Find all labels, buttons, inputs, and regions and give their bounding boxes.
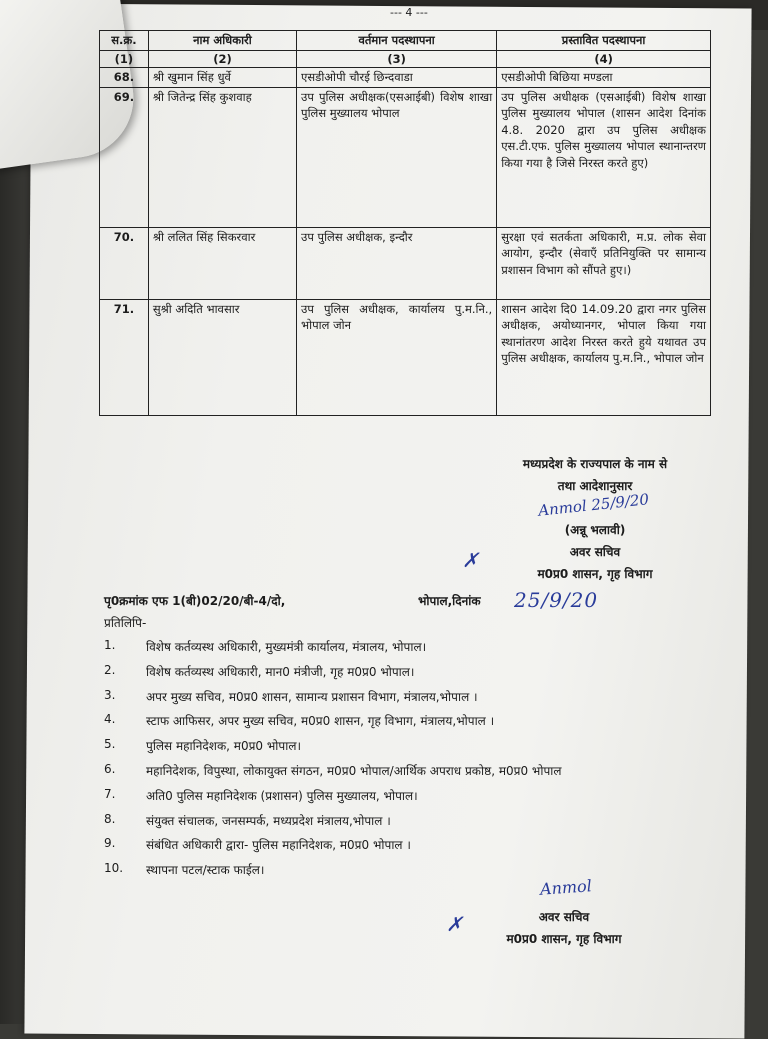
item-text: विशेष कर्तव्यस्थ अधिकारी, मुख्यमंत्री कार्यालय, मंत्रालय, भोपाल। (146, 640, 427, 654)
copy-to-heading: प्रतिलिपि- (104, 616, 147, 630)
item-number: 7. (104, 786, 116, 801)
signatory-department: म0प्र0 शासन, गृह विभाग (506, 932, 622, 946)
column-number: (2) (148, 50, 296, 68)
signature-block-2 (484, 906, 644, 950)
list-item (104, 688, 724, 713)
item-text: संयुक्त संचालक, जनसम्पर्क, मध्यप्रदेश मंत्रालय,भोपाल । (146, 813, 391, 828)
column-number: (4) (497, 50, 711, 68)
authority-line: मध्यप्रदेश के राज्यपाल के नाम से (522, 457, 668, 471)
initials-mark-2: ✗ (446, 912, 463, 936)
copy-to-list (104, 638, 724, 886)
posting-table (99, 30, 711, 416)
column-number-row (100, 50, 711, 68)
handwritten-date: 25/9/20 (514, 588, 599, 612)
item-number: 5. (104, 737, 116, 752)
serial-number: 71. (100, 299, 149, 415)
proposed-posting: एसडीओपी बिछिया मण्डला (497, 68, 711, 88)
header-serial: स.क्र. (100, 31, 149, 51)
item-text: स्थापना पटल/स्टाक फाईल। (146, 863, 265, 878)
list-item (104, 861, 724, 886)
handwritten-signature-2: Anmol (539, 876, 593, 899)
column-number: (1) (100, 50, 149, 68)
item-text: विशेष कर्तव्यस्थ अधिकारी, मान0 मंत्रीजी, गृह म0प्र0 भोपाल। (146, 664, 415, 679)
reference-place-date: भोपाल,दिनांक (418, 594, 481, 608)
item-text: अति0 पुलिस महानिदेशक (प्रशासन) पुलिस मुख्यालय, भोपाल। (146, 788, 418, 803)
list-item (104, 812, 724, 837)
proposed-posting: शासन आदेश दि0 14.09.20 द्वारा नगर पुलिस अधीक्षक, अयोध्यानगर, भोपाल किया गया स्थानांतरण आदेश निरस्त करते हुये यथावत उप पुलिस अधीक्षक, कार्यालय पु.म.नि., भोपाल जोन (497, 299, 711, 415)
item-number: 1. (104, 638, 116, 652)
proposed-posting: सुरक्षा एवं सतर्कता अधिकारी, म.प्र. लोक सेवा आयोग, इन्दौर (सेवाएँ प्रतिनियुक्ति पर सामान्य प्रशासन विभाग को सौंपते हुए।) (497, 227, 711, 299)
item-number: 6. (104, 761, 116, 776)
current-posting: उप पुलिस अधीक्षक(एसआईबी) विशेष शाखा पुलिस मुख्यालय भोपाल (297, 87, 497, 227)
list-item (104, 836, 724, 861)
list-item (104, 737, 724, 762)
reference-number: पृ0क्रमांक एफ 1(बी)02/20/बी-4/दो, (104, 594, 286, 608)
list-item (104, 663, 724, 688)
current-posting: एसडीओपी चौरई छिन्दवाडा (297, 68, 497, 88)
officer-name: श्री खुमान सिंह धुर्वे (148, 68, 296, 88)
initials-mark: ✗ (462, 548, 479, 572)
handwritten-signature: Anmol 25/9/20 (537, 490, 650, 520)
column-number: (3) (297, 50, 497, 68)
signatory-designation: अवर सचिव (569, 545, 621, 559)
proposed-posting: उप पुलिस अधीक्षक (एसआईबी) विशेष शाखा पुलिस मुख्यालय भोपाल (शासन आदेश दिनांक 4.8. 2020 द्वारा उप पुलिस अधीक्षक एस.टी.एफ. पुलिस मुख्यालय भोपाल स्थानान्तरण किया गया है जिसे निरस्त करते हुए) (497, 87, 711, 227)
table-row (100, 227, 711, 299)
table-row (100, 299, 711, 415)
serial-number: 70. (100, 227, 149, 299)
item-text: स्टाफ आफिसर, अपर मुख्य सचिव, म0प्र0 शासन, गृह विभाग, मंत्रालय,भोपाल । (146, 714, 495, 729)
list-item (104, 787, 724, 812)
signature-block (470, 453, 720, 585)
serial-number: 68. (100, 68, 149, 88)
signatory-department: म0प्र0 शासन, गृह विभाग (537, 567, 653, 581)
list-item (104, 712, 724, 737)
item-number: 3. (104, 687, 116, 702)
item-text: संबंधित अधिकारी द्वारा- पुलिस महानिदेशक, म0प्र0 भोपाल । (146, 838, 411, 853)
item-number: 10. (104, 861, 124, 876)
signatory-designation: अवर सचिव (538, 910, 590, 924)
item-text: पुलिस महानिदेशक, म0प्र0 भोपाल। (146, 739, 302, 754)
current-posting: उप पुलिस अधीक्षक, कार्यालय पु.म.नि., भोपाल जोन (297, 299, 497, 415)
item-number: 9. (104, 836, 116, 851)
current-posting: उप पुलिस अधीक्षक, इन्दौर (297, 227, 497, 299)
table-header-row (100, 31, 711, 51)
item-number: 2. (104, 662, 116, 677)
signatory-name: (अन्नू भलावी) (564, 523, 626, 537)
officer-name: श्री ललित सिंह सिकरवार (148, 227, 296, 299)
page-number: --- 4 --- (390, 6, 428, 19)
serial-number: 69. (100, 87, 149, 227)
table-row (100, 68, 711, 88)
header-proposed-posting: प्रस्तावित पदस्थापना (497, 31, 711, 51)
list-item (104, 638, 724, 663)
order-line: तथा आदेशानुसार (557, 479, 633, 493)
item-text: अपर मुख्य सचिव, म0प्र0 शासन, सामान्य प्रशासन विभाग, मंत्रालय,भोपाल । (146, 689, 478, 704)
item-text: महानिदेशक, विपुस्था, लोकायुक्त संगठन, म0प्र0 भोपाल/आर्थिक अपराध प्रकोष्ठ, म0प्र0 भोपाल (146, 763, 562, 778)
officer-name: श्री जितेन्द्र सिंह कुशवाह (148, 87, 296, 227)
header-officer-name: नाम अधिकारी (148, 31, 296, 51)
officer-name: सुश्री अदिति भावसार (148, 299, 296, 415)
item-number: 8. (104, 811, 116, 826)
header-current-posting: वर्तमान पदस्थापना (297, 31, 497, 51)
item-number: 4. (104, 712, 116, 727)
list-item (104, 762, 724, 787)
table-row (100, 87, 711, 227)
